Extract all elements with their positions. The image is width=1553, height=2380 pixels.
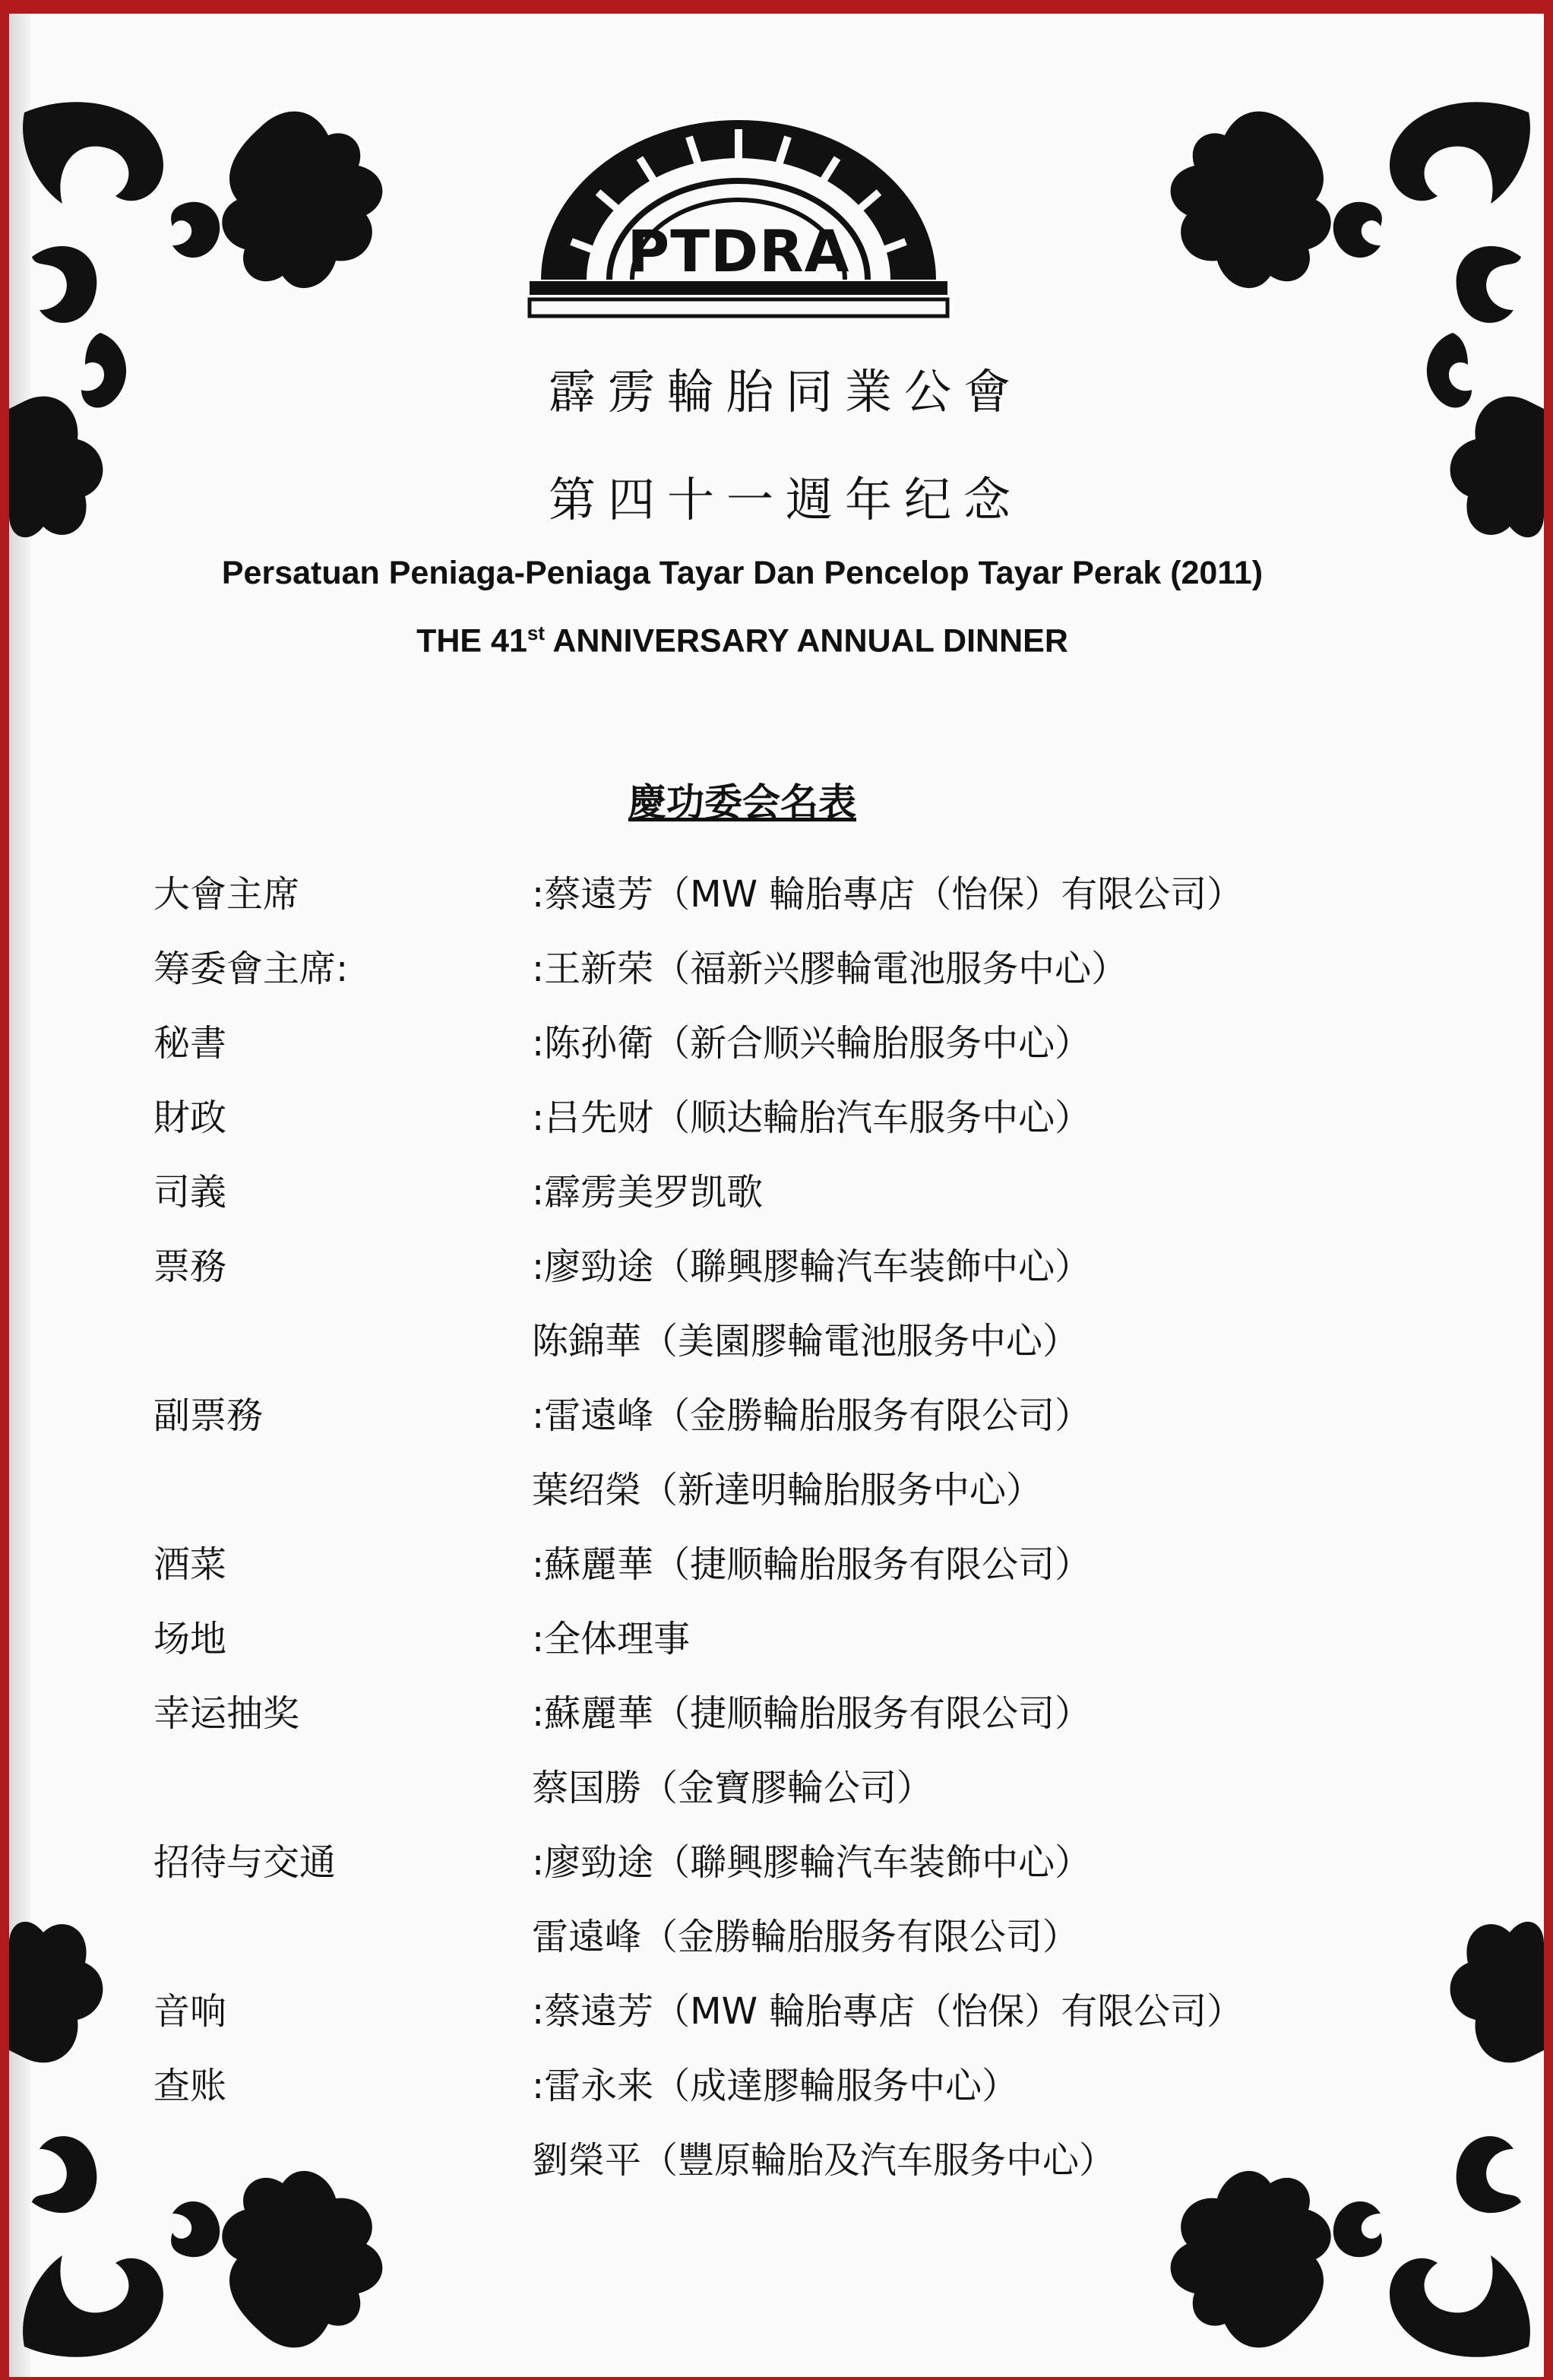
committee-row	[9, 1461, 1553, 1535]
committee-role: 幸运抽奖	[153, 1692, 300, 1735]
committee-row	[9, 2131, 1553, 2205]
committee-role: 查账	[153, 2065, 227, 2107]
anniversary-title-sup: st	[527, 622, 546, 644]
committee-member: 陈錦華（美園膠輪電池服务中心）	[532, 1320, 1080, 1362]
committee-role: 筹委會主席:	[153, 948, 349, 990]
tyre-logo-icon	[526, 105, 951, 325]
committee-row	[9, 1163, 1553, 1237]
ptdra-logo	[526, 105, 951, 325]
program-page	[9, 14, 1544, 2377]
committee-member: :廖勁途（聯興膠輪汽车装飾中心）	[532, 1841, 1092, 1884]
committee-role: 副票務	[153, 1394, 264, 1437]
committee-member: 葉绍榮（新達明輪胎服务中心）	[532, 1469, 1043, 1511]
logo-text: PTDRA	[627, 217, 850, 285]
committee-list-heading: 慶功委会名表	[628, 780, 856, 824]
committee-row	[9, 1237, 1553, 1312]
committee-row	[9, 1982, 1553, 2056]
committee-member: :蘇麗華（捷顺輪胎服务有限公司）	[532, 1692, 1092, 1735]
committee-role: 大會主席	[153, 873, 300, 916]
committee-row	[9, 1609, 1553, 1684]
committee-role: 酒菜	[153, 1543, 227, 1586]
committee-row	[9, 939, 1553, 1014]
committee-role: 票務	[153, 1245, 227, 1288]
committee-row	[9, 2056, 1553, 2131]
committee-member: 劉榮平（豐原輪胎及汽车服务中心）	[532, 2139, 1116, 2182]
committee-member: :霹雳美罗凯歌	[532, 1171, 764, 1214]
committee-row	[9, 1386, 1553, 1461]
committee-row	[9, 1088, 1553, 1163]
committee-row	[9, 1907, 1553, 1982]
committee-row	[9, 1014, 1553, 1088]
committee-row	[9, 1684, 1553, 1758]
committee-role: 音响	[153, 1990, 227, 2033]
committee-member: :王新荣（福新兴膠輪電池服务中心）	[532, 948, 1128, 990]
committee-member: :雷永来（成達膠輪服务中心）	[532, 2065, 1019, 2107]
committee-member: 蔡国勝（金寶膠輪公司）	[532, 1767, 934, 1809]
committee-role: 司義	[153, 1171, 227, 1214]
committee-role: 財政	[153, 1097, 227, 1139]
anniversary-title-post: ANNIVERSARY ANNUAL DINNER	[545, 622, 1068, 660]
anniversary-title-zh: 第四十一週年纪念	[548, 472, 1023, 527]
committee-role: 招待与交通	[153, 1841, 337, 1884]
committee-member: :陈孙衛（新合顺兴輪胎服务中心）	[532, 1022, 1092, 1065]
committee-member: :全体理事	[532, 1618, 691, 1660]
committee-role: 秘書	[153, 1022, 227, 1065]
anniversary-title-pre: THE 41	[416, 622, 527, 660]
association-name-zh: 霹雳輪胎同業公會	[548, 364, 1023, 419]
association-name-en: Persatuan Peniaga-Peniaga Tayar Dan Pencelop Tayar Perak (2011)	[221, 555, 1264, 591]
committee-role: 场地	[153, 1618, 227, 1660]
committee-member: :蔡遠芳（MW 輪胎專店（怡保）有限公司）	[532, 873, 1244, 916]
committee-member: :蔡遠芳（MW 輪胎專店（怡保）有限公司）	[532, 1990, 1244, 2033]
committee-row	[9, 1535, 1553, 1609]
committee-list	[9, 865, 1553, 2205]
committee-row	[9, 1312, 1553, 1386]
committee-row	[9, 1758, 1553, 1833]
committee-member: :雷遠峰（金勝輪胎服务有限公司）	[532, 1394, 1092, 1437]
committee-member: 雷遠峰（金勝輪胎服务有限公司）	[532, 1916, 1080, 1958]
committee-row	[9, 865, 1553, 939]
committee-row	[9, 1833, 1553, 1907]
committee-member: :蘇麗華（捷顺輪胎服务有限公司）	[532, 1543, 1092, 1586]
committee-member: :吕先财（顺达輪胎汽车服务中心）	[532, 1097, 1092, 1139]
anniversary-title-en	[9, 622, 1476, 660]
committee-member: :廖勁途（聯興膠輪汽车装飾中心）	[532, 1245, 1092, 1288]
